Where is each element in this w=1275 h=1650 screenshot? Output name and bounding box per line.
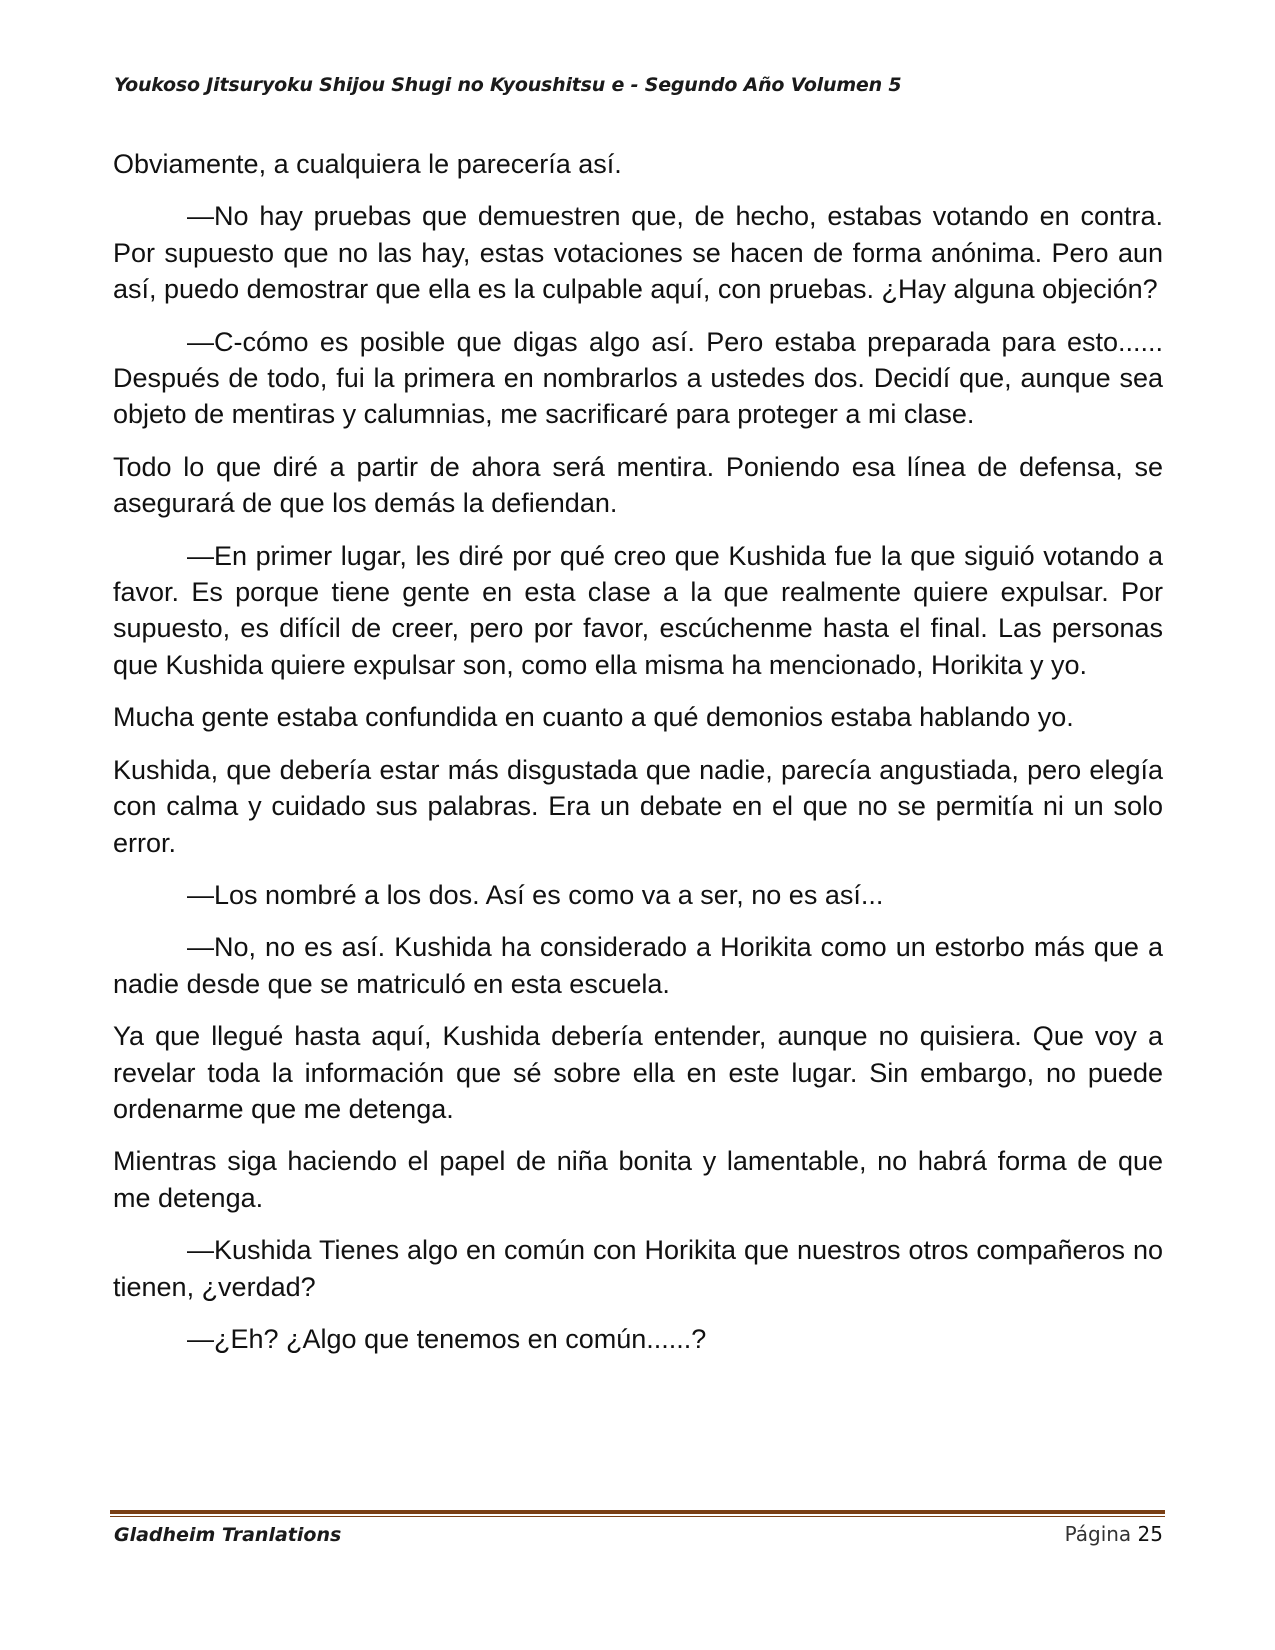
dialogue-paragraph: —No hay pruebas que demuestren que, de hecho, estabas votando en contra. Por supuesto que no las hay, estas votaciones se hacen de forma anónima. Pero aun así, puedo demostrar que ella es la culpable aquí, con pruebas. ¿Hay alguna objeción? <box>113 201 1163 305</box>
paragraph: Mucha gente estaba confundida en cuanto a qué demonios estaba hablando yo. <box>113 702 1074 733</box>
dialogue-paragraph: —C-cómo es posible que digas algo así. Pero estaba preparada para esto...... Después de todo, fui la primera en nombrarlos a ustedes dos. Decidí que, aunque sea objeto de mentiras y calumnias, me sacrificaré para proteger a mi clase. <box>113 326 1163 430</box>
page-body <box>113 146 1163 1373</box>
footer-divider-thin <box>110 1516 1165 1517</box>
page-indicator <box>1065 1522 1163 1546</box>
dialogue-paragraph: —Los nombré a los dos. Así es como va a ser, no es así... <box>187 879 884 910</box>
running-header: Youkoso Jitsuryoku Shijou Shugi no Kyoushitsu e - Segundo Año Volumen 5 <box>114 74 902 96</box>
footer-divider <box>110 1510 1165 1517</box>
page-number: 25 <box>1137 1522 1163 1546</box>
dialogue-paragraph: —No, no es así. Kushida ha considerado a Horikita como un estorbo más que a nadie desde que se matriculó en esta escuela. <box>113 932 1163 999</box>
dialogue-paragraph: —Kushida Tienes algo en común con Horikita que nuestros otros compañeros no tienen, ¿verdad? <box>113 1235 1163 1302</box>
footer-credit: Gladheim Tranlations <box>114 1524 342 1546</box>
paragraph: Ya que llegué hasta aquí, Kushida debería entender, aunque no quisiera. Que voy a revelar toda la información que sé sobre ella en este lugar. Sin embargo, no puede ordenarme que me detenga. <box>113 1021 1163 1124</box>
paragraph: Todo lo que diré a partir de ahora será mentira. Poniendo esa línea de defensa, se asegurará de que los demás la defiendan. <box>113 451 1163 519</box>
dialogue-paragraph: —En primer lugar, les diré por qué creo que Kushida fue la que siguió votando a favor. Es porque tiene gente en esta clase a la que realmente quiere expulsar. Por supuesto, es difícil de creer, pero por favor, escúchenme hasta el final. Las personas que Kushida quiere expulsar son, como ella misma ha mencionado, Horikita y yo. <box>113 540 1163 680</box>
paragraph: Kushida, que debería estar más disgustada que nadie, parecía angustiada, pero elegía con calma y cuidado sus palabras. Era un debate en el que no se permitía ni un solo error. <box>113 754 1163 858</box>
dialogue-paragraph: —¿Eh? ¿Algo que tenemos en común......? <box>187 1323 707 1354</box>
footer-divider-thick <box>110 1510 1165 1514</box>
paragraph: Mientras siga haciendo el papel de niña bonita y lamentable, no habrá forma de que me detenga. <box>113 1146 1163 1213</box>
page-label: Página <box>1064 1522 1132 1546</box>
paragraph: Obviamente, a cualquiera le parecería así. <box>113 149 622 179</box>
